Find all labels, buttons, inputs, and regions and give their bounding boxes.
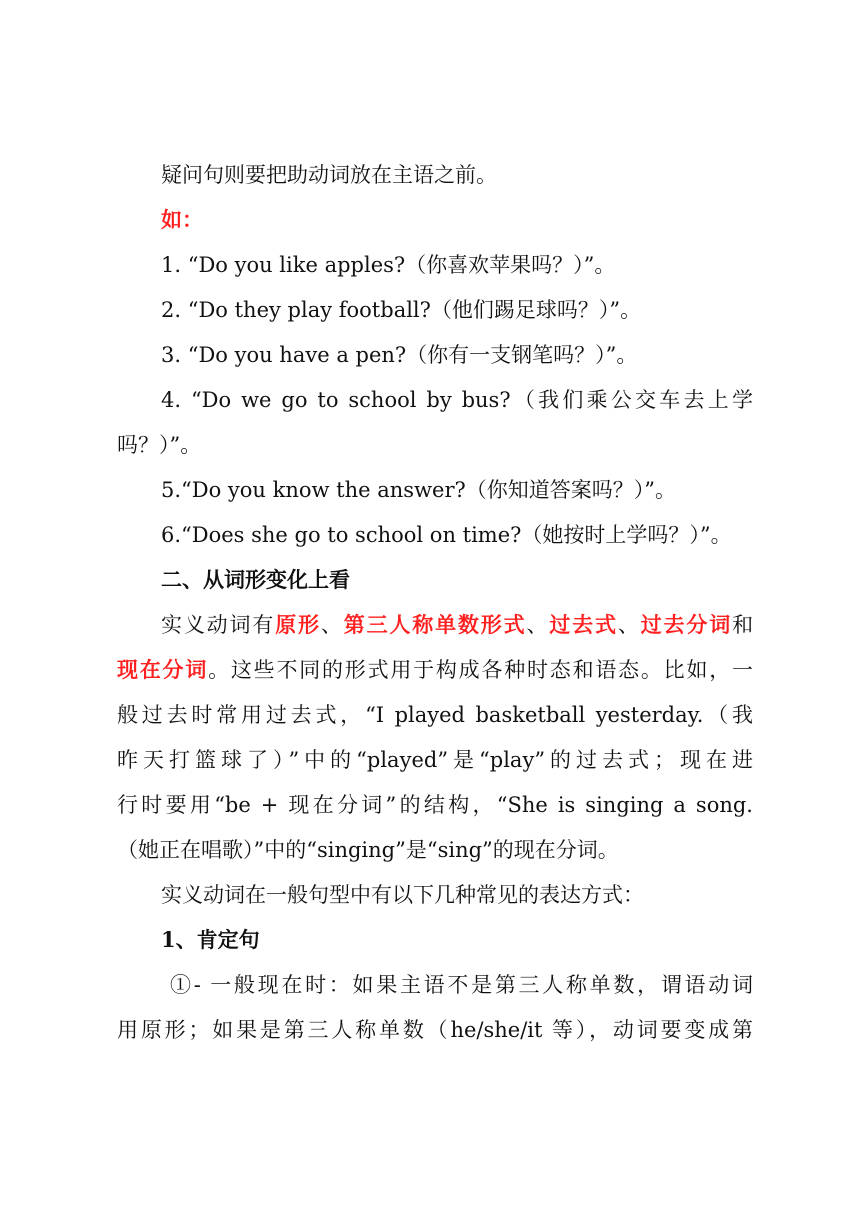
example-item-2: 2. “Do they play football?（他们踢足球吗？）”。 <box>161 298 642 322</box>
text-span: 实义动词有 <box>161 613 276 637</box>
paragraph-present-line-1: ①- 一般现在时：如果主语不是第三人称单数，谓语动词 <box>170 973 753 997</box>
text-span: 、 <box>320 613 344 637</box>
paragraph-common-forms: 实义动词在一般句型中有以下几种常见的表达方式： <box>161 883 644 907</box>
paragraph-forms-line-5: 行时要用“be + 现在分词”的结构，“She is singing a song. <box>117 793 753 817</box>
example-item-3: 3. “Do you have a pen?（你有一支钢笔吗？）”。 <box>161 343 638 367</box>
highlight-base-form: 原形 <box>275 612 321 637</box>
example-item-1: 1. “Do you like apples?（你喜欢苹果吗？）”。 <box>161 253 616 277</box>
section-heading-word-forms: 二、从词形变化上看 <box>161 567 350 592</box>
paragraph-forms-line-1 <box>161 610 753 640</box>
highlight-present-participle: 现在分词 <box>117 657 209 682</box>
paragraph-forms-line-4: 昨天打篮球了）”中的“played”是“play”的过去式；现在进 <box>117 748 753 772</box>
text-span: 。这些不同的形式用于构成各种时态和语态。比如，一 <box>208 658 754 682</box>
example-item-4: 4. “Do we go to school by bus?（我们乘公交车去上学 <box>161 388 753 412</box>
text-span: 和 <box>732 613 754 637</box>
example-item-6: 6.“Does she go to school on time?（她按时上学吗？）”。 <box>161 523 732 547</box>
highlight-past-participle: 过去分词 <box>640 612 733 637</box>
paragraph-forms-line-6: （她正在唱歌）”中的“singing”是“sing”的现在分词。 <box>117 838 619 862</box>
highlight-past-tense: 过去式 <box>549 612 618 637</box>
paragraph-intro: 疑问句则要把助动词放在主语之前。 <box>161 163 497 187</box>
example-item-4-continued: 吗？）”。 <box>117 433 202 457</box>
highlight-third-person-singular: 第三人称单数形式 <box>343 612 527 637</box>
text-span: 、 <box>617 613 641 637</box>
example-label: 如： <box>161 207 203 232</box>
paragraph-present-line-2: 用原形；如果是第三人称单数（he/she/it 等），动词要变成第 <box>117 1018 753 1042</box>
subheading-affirmative: 1、肯定句 <box>161 927 260 952</box>
example-item-5: 5.“Do you know the answer?（你知道答案吗？）”。 <box>161 478 677 502</box>
text-span: 、 <box>526 613 550 637</box>
paragraph-forms-line-3: 般过去时常用过去式，“I played basketball yesterday.（我 <box>117 703 753 727</box>
paragraph-forms-line-2 <box>117 655 753 685</box>
